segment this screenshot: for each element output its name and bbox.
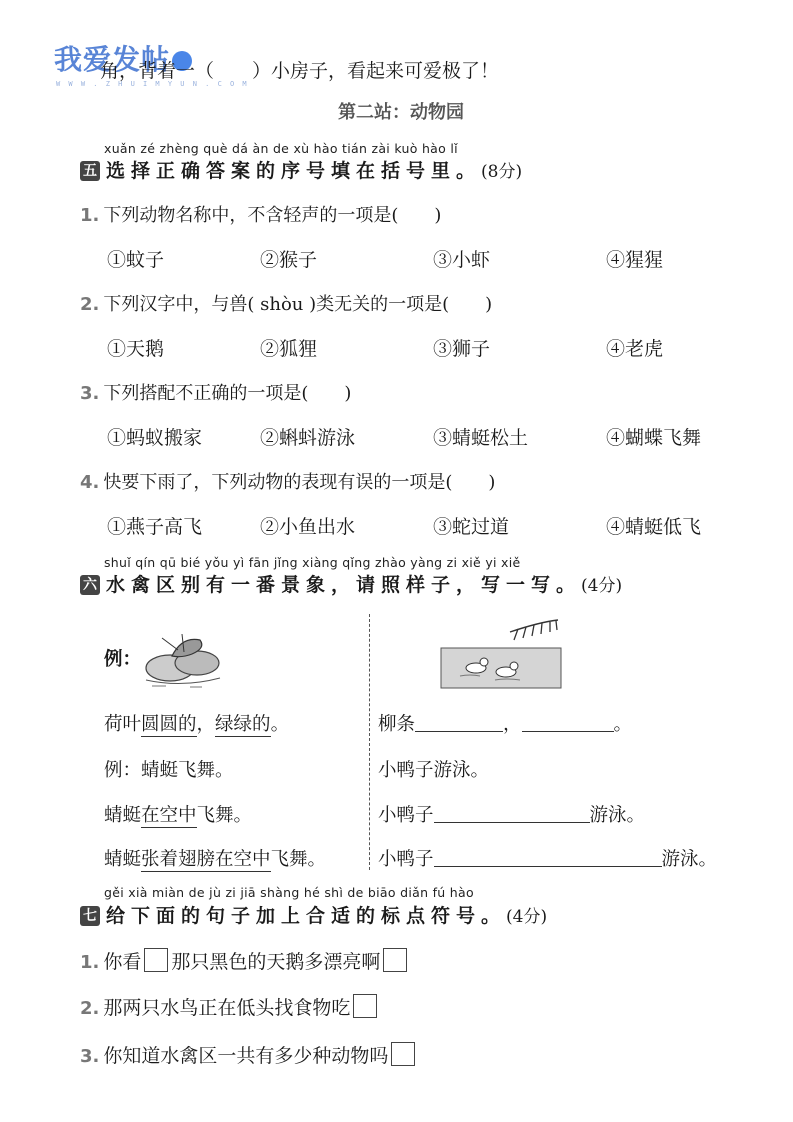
sec5-title: 选择正确答案的序号填在括号里。 (106, 160, 482, 182)
example-label: 例： (104, 649, 142, 670)
sec6-pinyin: shuǐ qín qū bié yǒu yì fān jǐng xiàng qǐng zhào yàng zi xiě yi xiě (104, 555, 521, 570)
top-sentence: 角，背着一（ ）小房子，看起来可爱极了！ (100, 60, 500, 82)
answer-blank[interactable] (434, 804, 590, 823)
answer-blank[interactable] (522, 713, 614, 732)
question-number: 3. (80, 383, 100, 404)
option[interactable]: ②猴子 (260, 249, 318, 271)
sec7-pinyin: gěi xià miàn de jù zi jiā shàng hé shì de biāo diǎn fú hào (104, 885, 474, 900)
sec6-score: (4分) (581, 576, 623, 596)
sec6-title: 水禽区别有一番景象，请照样子，写一写。 (106, 574, 582, 596)
option[interactable]: ①燕子高飞 (107, 516, 203, 538)
option[interactable]: ①蚊子 (107, 249, 165, 271)
sec6-number-badge: 六 (80, 575, 100, 595)
option[interactable]: ④老虎 (606, 338, 664, 360)
option[interactable]: ④蝴蝶飞舞 (606, 427, 702, 449)
left-line-4: 蜻蜓张着翅膀在空中飞舞。 (104, 849, 327, 870)
option[interactable]: ③蜻蜓松土 (433, 427, 529, 449)
punct-item-2: 2. 那两只水鸟正在低头找食物吃 (80, 993, 380, 1020)
lotus-leaf-illustration (142, 630, 224, 692)
column-divider (369, 614, 370, 870)
sec5-heading (80, 156, 522, 183)
punct-item-3: 3. 你知道水禽区一共有多少种动物吗 (80, 1041, 418, 1068)
punctuation-box[interactable] (391, 1042, 415, 1066)
question-2 (80, 290, 492, 316)
right-line-2: 小鸭子游泳。 (378, 760, 490, 781)
right-line-3: 小鸭子 游泳。 (378, 805, 646, 826)
option[interactable]: ④猩猩 (606, 249, 664, 271)
sec6-heading (80, 570, 622, 597)
left-line-1: 荷叶圆圆的，绿绿的。 (104, 714, 290, 735)
right-line-4: 小鸭子 游泳。 (378, 849, 718, 870)
question-number: 2. (80, 294, 100, 315)
sec5-number-badge: 五 (80, 161, 100, 181)
answer-blank[interactable] (434, 848, 662, 867)
right-line-1: 柳条 ， 。 (378, 714, 633, 735)
option[interactable]: ②蝌蚪游泳 (260, 427, 356, 449)
option[interactable]: ②小鱼出水 (260, 516, 356, 538)
question-number: 4. (80, 472, 100, 493)
option[interactable]: ①蚂蚁搬家 (107, 427, 203, 449)
sec7-number-badge: 七 (80, 906, 100, 926)
sec7-heading (80, 901, 547, 928)
question-1 (80, 201, 441, 227)
option[interactable]: ③蛇过道 (433, 516, 510, 538)
punctuation-box[interactable] (383, 948, 407, 972)
question-text: 下列搭配不正确的一项是( ) (103, 383, 352, 404)
option[interactable]: ④蜻蜓低飞 (606, 516, 702, 538)
sec5-pinyin: xuǎn zé zhèng què dá àn de xù hào tián zài kuò hào lǐ (104, 141, 458, 156)
punct-item-1: 1. 你看 那只黑色的天鹅多漂亮啊 (80, 947, 410, 974)
sec7-title: 给下面的句子加上合适的标点符号。 (106, 905, 507, 927)
ducks-willow-illustration (440, 618, 562, 690)
question-4 (80, 468, 495, 494)
option[interactable]: ①天鹅 (107, 338, 165, 360)
left-line-3: 蜻蜓在空中飞舞。 (104, 805, 253, 826)
punctuation-box[interactable] (144, 948, 168, 972)
question-3 (80, 379, 351, 405)
sec5-score: (8分) (481, 162, 523, 182)
question-text: 快要下雨了，下列动物的表现有误的一项是( ) (103, 472, 496, 493)
option[interactable]: ②狐狸 (260, 338, 318, 360)
logo-text: 我爱发帖 (54, 43, 171, 76)
question-text: 下列动物名称中，不含轻声的一项是( ) (103, 205, 442, 226)
station-title: 第二站：动物园 (338, 102, 464, 123)
logo-url: W W W . Z H U I M Y U N . C O M (56, 80, 249, 88)
sec7-score: (4分) (506, 907, 548, 927)
option[interactable]: ③狮子 (433, 338, 491, 360)
punctuation-box[interactable] (353, 994, 377, 1018)
left-line-2: 例：蜻蜓飞舞。 (104, 760, 234, 781)
answer-blank[interactable] (415, 713, 503, 732)
question-number: 1. (80, 205, 100, 226)
option[interactable]: ③小虾 (433, 249, 491, 271)
question-text: 下列汉字中，与兽( shòu )类无关的一项是( ) (103, 294, 493, 315)
